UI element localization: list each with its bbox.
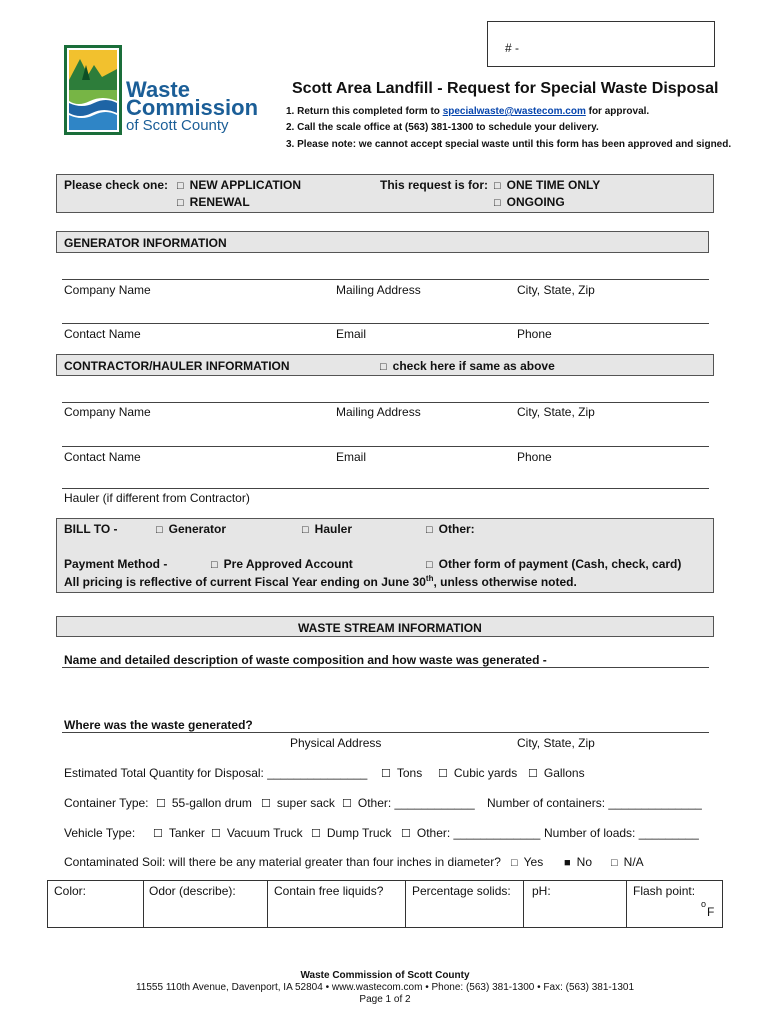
logo-text-county: of Scott County [126,117,229,134]
footer-org: Waste Commission of Scott County [300,970,470,981]
cubic-yards-label: Cubic yards [453,766,518,780]
form-number-box[interactable] [487,21,715,67]
cell-solids[interactable] [406,881,524,927]
other-container-label: Other: ____________ [357,796,475,810]
bill-hauler-label: Hauler [314,522,353,536]
contractor-city-label: City, State, Zip [517,405,595,419]
cell-odor[interactable] [144,881,268,927]
where-generated-line[interactable] [62,732,709,733]
cell-color[interactable] [48,881,144,927]
cell-liquids[interactable] [268,881,406,927]
generator-email-label: Email [336,327,367,341]
dump-truck-option[interactable]: ☐ Dump Truck [311,826,392,840]
generator-mailing-label: Mailing Address [336,283,421,297]
contractor-line-1[interactable] [62,402,709,403]
ongoing-option[interactable]: □ ONGOING [494,195,565,209]
bill-to-label: BILL TO - [64,522,118,536]
generator-phone-label: Phone [517,327,552,341]
bill-other-label: Other: [438,522,475,536]
waste-city-label: City, State, Zip [517,736,595,750]
degree-symbol: o [701,899,707,909]
footer-page: Page 1 of 2 [359,994,411,1005]
generator-contact-label: Contact Name [64,327,141,341]
instruction-1-post: for approval. [585,106,650,117]
ph-label: pH: [532,884,551,898]
contractor-line-2[interactable] [62,446,709,447]
drum-label: 55-gallon drum [171,796,252,810]
soil-na-option[interactable]: □ N/A [611,855,644,869]
super-sack-option[interactable]: ☐ super sack [261,796,335,810]
tons-option[interactable]: ☐ Tons [381,766,423,780]
pricing-note-post: , unless otherwise noted. [433,575,577,589]
bill-hauler-option[interactable]: □ Hauler [302,522,353,536]
generator-line-1[interactable] [62,279,709,280]
new-application-option[interactable]: □ NEW APPLICATION [177,178,301,192]
logo [64,45,259,137]
request-for-label: This request is for: [380,178,489,192]
instruction-2: 2. Call the scale office at (563) 381-1300 to schedule your delivery. [286,122,599,133]
renewal-label: RENEWAL [189,195,250,209]
quantity-label: Estimated Total Quantity for Disposal: _______________ [64,766,368,780]
footer-address: 11555 110th Avenue, Davenport, IA 52804 • www.wastecom.com • Phone: (563) 381-1300 • Fax: (563) 381-1301 [135,982,635,993]
waste-description-line[interactable] [62,667,709,668]
bill-generator-label: Generator [168,522,227,536]
soil-no-option[interactable]: ■ No [564,855,592,869]
instruction-3: 3. Please note: we cannot accept special waste until this form has been approved and signed. [286,139,732,150]
other-container-option[interactable]: ☐ Other: ____________ [342,796,475,810]
cubic-yards-option[interactable]: ☐ Cubic yards [438,766,518,780]
one-time-label: ONE TIME ONLY [506,178,601,192]
hauler-line[interactable] [62,488,709,489]
other-vehicle-label: Other: _____________ [416,826,541,840]
generator-header: GENERATOR INFORMATION [64,236,227,250]
pre-approved-option[interactable]: □ Pre Approved Account [211,557,353,571]
cell-ph[interactable] [524,881,627,927]
pricing-note-sup: th [425,574,434,583]
contractor-email-label: Email [336,450,367,464]
bill-generator-option[interactable]: □ Generator [156,522,227,536]
pricing-note-pre: All pricing is reflective of current Fiscal Year ending on June 30 [64,575,426,589]
contractor-contact-label: Contact Name [64,450,141,464]
pricing-note [64,574,577,589]
solids-label: Percentage solids: [412,884,511,898]
physical-address-label: Physical Address [290,736,382,750]
fahrenheit-label: F [707,905,715,919]
form-number-label: # - [505,41,520,55]
other-payment-option[interactable]: □ Other form of payment (Cash, check, card) [426,557,682,571]
generator-line-2[interactable] [62,323,709,324]
page-title: Scott Area Landfill - Request for Special Waste Disposal [292,80,719,97]
properties-table [47,880,723,928]
container-type-label: Container Type: [64,796,149,810]
soil-na-label: N/A [623,855,644,869]
same-as-above-label: check here if same as above [392,359,555,373]
generator-city-label: City, State, Zip [517,283,595,297]
one-time-option[interactable]: □ ONE TIME ONLY [494,178,601,192]
other-vehicle-option[interactable]: ☐ Other: _____________ [401,826,541,840]
ongoing-label: ONGOING [506,195,565,209]
logo-text-waste: Waste [126,77,190,102]
color-label: Color: [54,884,87,898]
tons-label: Tons [396,766,423,780]
dump-truck-label: Dump Truck [326,826,392,840]
pre-approved-label: Pre Approved Account [223,557,353,571]
same-as-above-option[interactable]: □ check here if same as above [380,359,555,373]
instruction-1 [286,106,649,117]
num-containers-field[interactable]: Number of containers: ______________ [487,796,702,810]
waste-stream-header: WASTE STREAM INFORMATION [298,621,482,635]
drum-option[interactable]: ☐ 55-gallon drum [156,796,252,810]
contractor-mailing-label: Mailing Address [336,405,421,419]
num-loads-field[interactable]: Number of loads: _________ [544,826,699,840]
waste-description-label: Name and detailed description of waste composition and how waste was generated - [64,653,547,667]
super-sack-label: super sack [276,796,335,810]
cell-flash-point[interactable] [627,881,722,927]
generator-company-label: Company Name [64,283,151,297]
contractor-header: CONTRACTOR/HAULER INFORMATION [64,359,290,373]
logo-text-commission: Commission [126,95,259,120]
vacuum-truck-option[interactable]: ☐ Vacuum Truck [211,826,303,840]
logo-graphic [64,45,122,135]
soil-yes-option[interactable]: □ Yes [511,855,544,869]
vehicle-type-label: Vehicle Type: [64,826,136,840]
soil-question: Contaminated Soil: will there be any material greater than four inches in diameter? [64,855,501,869]
contractor-company-label: Company Name [64,405,151,419]
gallons-label: Gallons [543,766,585,780]
hauler-label: Hauler (if different from Contractor) [64,491,250,505]
instruction-1-pre: 1. Return this completed form to [286,106,443,117]
contractor-phone-label: Phone [517,450,552,464]
renewal-option[interactable]: □ RENEWAL [177,195,250,209]
liquids-label: Contain free liquids? [274,884,384,898]
other-payment-label: Other form of payment (Cash, check, card) [438,557,682,571]
vacuum-truck-label: Vacuum Truck [226,826,303,840]
tanker-label: Tanker [168,826,205,840]
gallons-option[interactable]: ☐ Gallons [528,766,585,780]
email-link[interactable]: specialwaste@wastecom.com [442,106,586,117]
tanker-option[interactable]: ☐ Tanker [153,826,205,840]
payment-method-label: Payment Method - [64,557,168,571]
check-one-label: Please check one: [64,178,169,192]
flash-point-label: Flash point: [633,884,696,898]
bill-other-option[interactable]: □ Other: [426,522,475,536]
odor-label: Odor (describe): [149,884,236,898]
new-application-label: NEW APPLICATION [189,178,301,192]
soil-yes-label: Yes [523,855,544,869]
where-generated-label: Where was the waste generated? [64,718,253,732]
soil-no-label: No [576,855,592,869]
